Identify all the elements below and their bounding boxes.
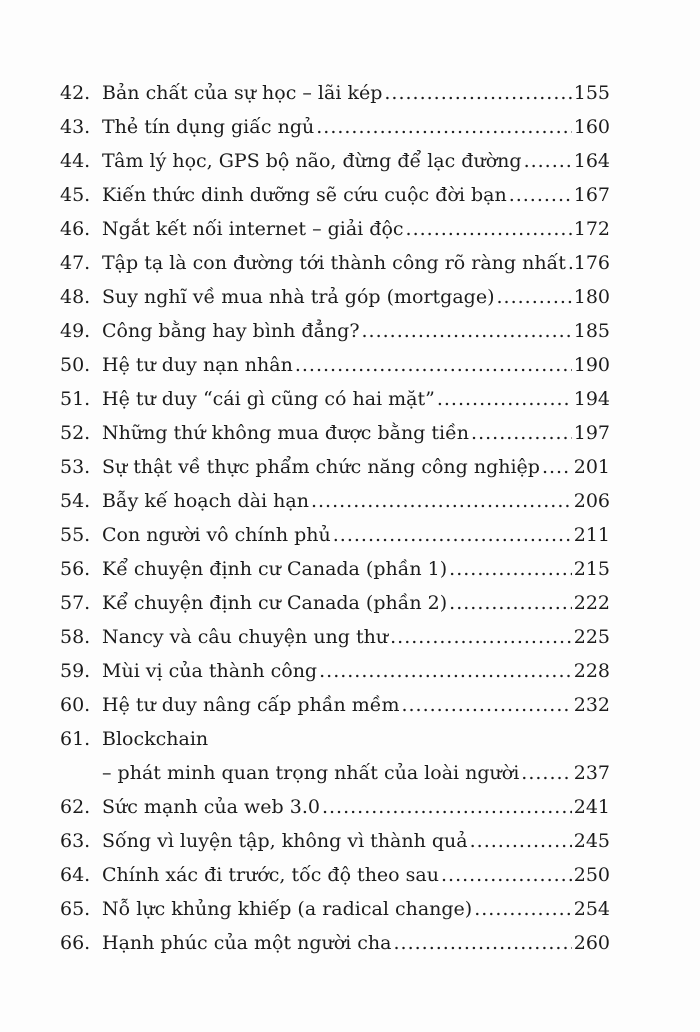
entry-number: 56. xyxy=(60,558,91,580)
toc-entry xyxy=(60,416,610,450)
toc-entry xyxy=(60,484,610,518)
entry-page: 228 xyxy=(573,660,610,682)
entry-title: Công bằng hay bình đẳng? xyxy=(102,320,360,342)
entry-title: Chính xác đi trước, tốc độ theo sau xyxy=(102,864,439,886)
dot-leader xyxy=(333,518,572,552)
entry-title: Kể chuyện định cư Canada (phần 1) xyxy=(102,558,448,580)
toc-entry xyxy=(60,586,610,620)
toc-entry xyxy=(60,246,610,280)
entry-number: 43. xyxy=(60,116,91,138)
toc-entry xyxy=(60,144,610,178)
toc-entry xyxy=(60,450,610,484)
entry-page: 206 xyxy=(573,490,610,512)
entry-number: 49. xyxy=(60,320,91,342)
entry-number: 51. xyxy=(60,388,91,410)
entry-page: 172 xyxy=(573,218,610,240)
table-of-contents xyxy=(60,76,610,960)
entry-page: 254 xyxy=(573,898,610,920)
entry-title: Sự thật về thực phẩm chức năng công nghiệp xyxy=(102,456,540,478)
dot-leader xyxy=(521,756,571,790)
entry-title: Mùi vị của thành công xyxy=(102,660,318,682)
entry-number: 59. xyxy=(60,660,91,682)
toc-entry xyxy=(60,348,610,382)
entry-title: Bẫy kế hoạch dài hạn xyxy=(102,490,309,512)
toc-entry xyxy=(60,858,610,892)
entry-title: Hệ tư duy nâng cấp phần mềm xyxy=(102,694,400,716)
entry-page: 232 xyxy=(573,694,610,716)
dot-leader xyxy=(394,926,572,960)
dot-leader xyxy=(497,280,572,314)
dot-leader xyxy=(401,688,571,722)
entry-title: Hệ tư duy “cái gì cũng có hai mặt” xyxy=(102,388,435,410)
entry-number: 58. xyxy=(60,626,91,648)
toc-entry xyxy=(60,212,610,246)
toc-entry xyxy=(60,314,610,348)
entry-number: 57. xyxy=(60,592,91,614)
entry-number: 45. xyxy=(60,184,91,206)
entry-title: Những thứ không mua được bằng tiền xyxy=(102,422,470,444)
toc-entry xyxy=(60,76,610,110)
entry-title: Kiến thức dinh dưỡng sẽ cứu cuộc đời bạn xyxy=(102,184,507,206)
entry-page: 167 xyxy=(573,184,610,206)
entry-page: 211 xyxy=(573,524,610,546)
dot-leader xyxy=(542,450,572,484)
entry-title: Sức mạnh của web 3.0 xyxy=(102,796,320,818)
dot-leader xyxy=(441,858,572,892)
entry-page: 245 xyxy=(573,830,610,852)
entry-page: 176 xyxy=(573,252,610,274)
entry-number: 44. xyxy=(60,150,91,172)
toc-entry xyxy=(60,892,610,926)
dot-leader xyxy=(295,348,572,382)
entry-number: 47. xyxy=(60,252,91,274)
dot-leader xyxy=(509,178,572,212)
dot-leader xyxy=(316,110,572,144)
entry-number: 53. xyxy=(60,456,91,478)
entry-page: 164 xyxy=(573,150,610,172)
entry-number: 62. xyxy=(60,796,91,818)
entry-number: 46. xyxy=(60,218,91,240)
entry-title: Ngắt kết nối internet – giải độc xyxy=(102,218,404,240)
toc-entry xyxy=(60,552,610,586)
entry-page: 237 xyxy=(573,762,610,784)
entry-page: 222 xyxy=(573,592,610,614)
entry-page: 160 xyxy=(573,116,610,138)
dot-leader xyxy=(470,824,572,858)
entry-number: 64. xyxy=(60,864,91,886)
entry-number: 48. xyxy=(60,286,91,308)
toc-entry-61 xyxy=(60,722,610,790)
entry-page: 185 xyxy=(573,320,610,342)
toc-entry xyxy=(60,790,610,824)
entry-title: Nancy và câu chuyện ung thư xyxy=(102,626,389,648)
entry-page: 155 xyxy=(573,82,610,104)
entry-number: 60. xyxy=(60,694,91,716)
dot-leader xyxy=(524,144,572,178)
entry-number: 65. xyxy=(60,898,91,920)
dot-leader xyxy=(437,382,572,416)
toc-entry xyxy=(60,110,610,144)
dot-leader xyxy=(471,416,572,450)
toc-entry xyxy=(60,824,610,858)
dot-leader xyxy=(311,484,572,518)
entry-title: Thẻ tín dụng giấc ngủ xyxy=(102,116,315,138)
entry-title: Bản chất của sự học – lãi kép xyxy=(102,82,383,104)
dot-leader xyxy=(474,892,572,926)
entry-page: 225 xyxy=(573,626,610,648)
entry-page: 215 xyxy=(573,558,610,580)
dot-leader xyxy=(319,654,572,688)
dot-leader xyxy=(449,552,572,586)
entry-title: Nỗ lực khủng khiếp (a radical change) xyxy=(102,898,473,920)
dot-leader xyxy=(390,620,572,654)
dot-leader xyxy=(449,586,572,620)
entry-number: 55. xyxy=(60,524,91,546)
entry-page: 250 xyxy=(573,864,610,886)
toc-entry xyxy=(60,620,610,654)
entry-title: Suy nghĩ về mua nhà trả góp (mortgage) xyxy=(102,286,495,308)
toc-entry xyxy=(60,688,610,722)
entry-page: 194 xyxy=(573,388,610,410)
entry-title-continued: – phát minh quan trọng nhất của loài người xyxy=(102,762,520,784)
entry-page: 180 xyxy=(573,286,610,308)
entry-title: Tâm lý học, GPS bộ não, đừng để lạc đường xyxy=(102,150,522,172)
dot-leader xyxy=(406,212,572,246)
toc-entry xyxy=(60,926,610,960)
entry-page: 190 xyxy=(573,354,610,376)
entry-page: 197 xyxy=(573,422,610,444)
entry-number: 42. xyxy=(60,82,91,104)
entry-number: 54. xyxy=(60,490,91,512)
toc-entry xyxy=(60,654,610,688)
entry-page: 241 xyxy=(573,796,610,818)
entry-title: Hệ tư duy nạn nhân xyxy=(102,354,293,376)
dot-leader xyxy=(568,246,572,280)
entry-title: Sống vì luyện tập, không vì thành quả xyxy=(102,830,468,852)
entry-number: 63. xyxy=(60,830,91,852)
entry-number: 52. xyxy=(60,422,91,444)
dot-leader xyxy=(384,76,571,110)
entry-number: 66. xyxy=(60,932,91,954)
entry-number: 50. xyxy=(60,354,91,376)
toc-entry xyxy=(60,280,610,314)
dot-leader xyxy=(322,790,572,824)
entry-title: Con người vô chính phủ xyxy=(102,524,331,546)
entry-page: 260 xyxy=(573,932,610,954)
dot-leader xyxy=(362,314,572,348)
entry-number: 61. xyxy=(60,728,91,750)
toc-entry xyxy=(60,382,610,416)
entry-title: Tập tạ là con đường tới thành công rõ ràng nhất xyxy=(102,252,566,274)
entry-title: Hạnh phúc của một người cha xyxy=(102,932,392,954)
toc-entry xyxy=(60,518,610,552)
entry-title: Kể chuyện định cư Canada (phần 2) xyxy=(102,592,448,614)
entry-page: 201 xyxy=(573,456,610,478)
toc-entry xyxy=(60,178,610,212)
entry-title: Blockchain xyxy=(102,728,209,750)
